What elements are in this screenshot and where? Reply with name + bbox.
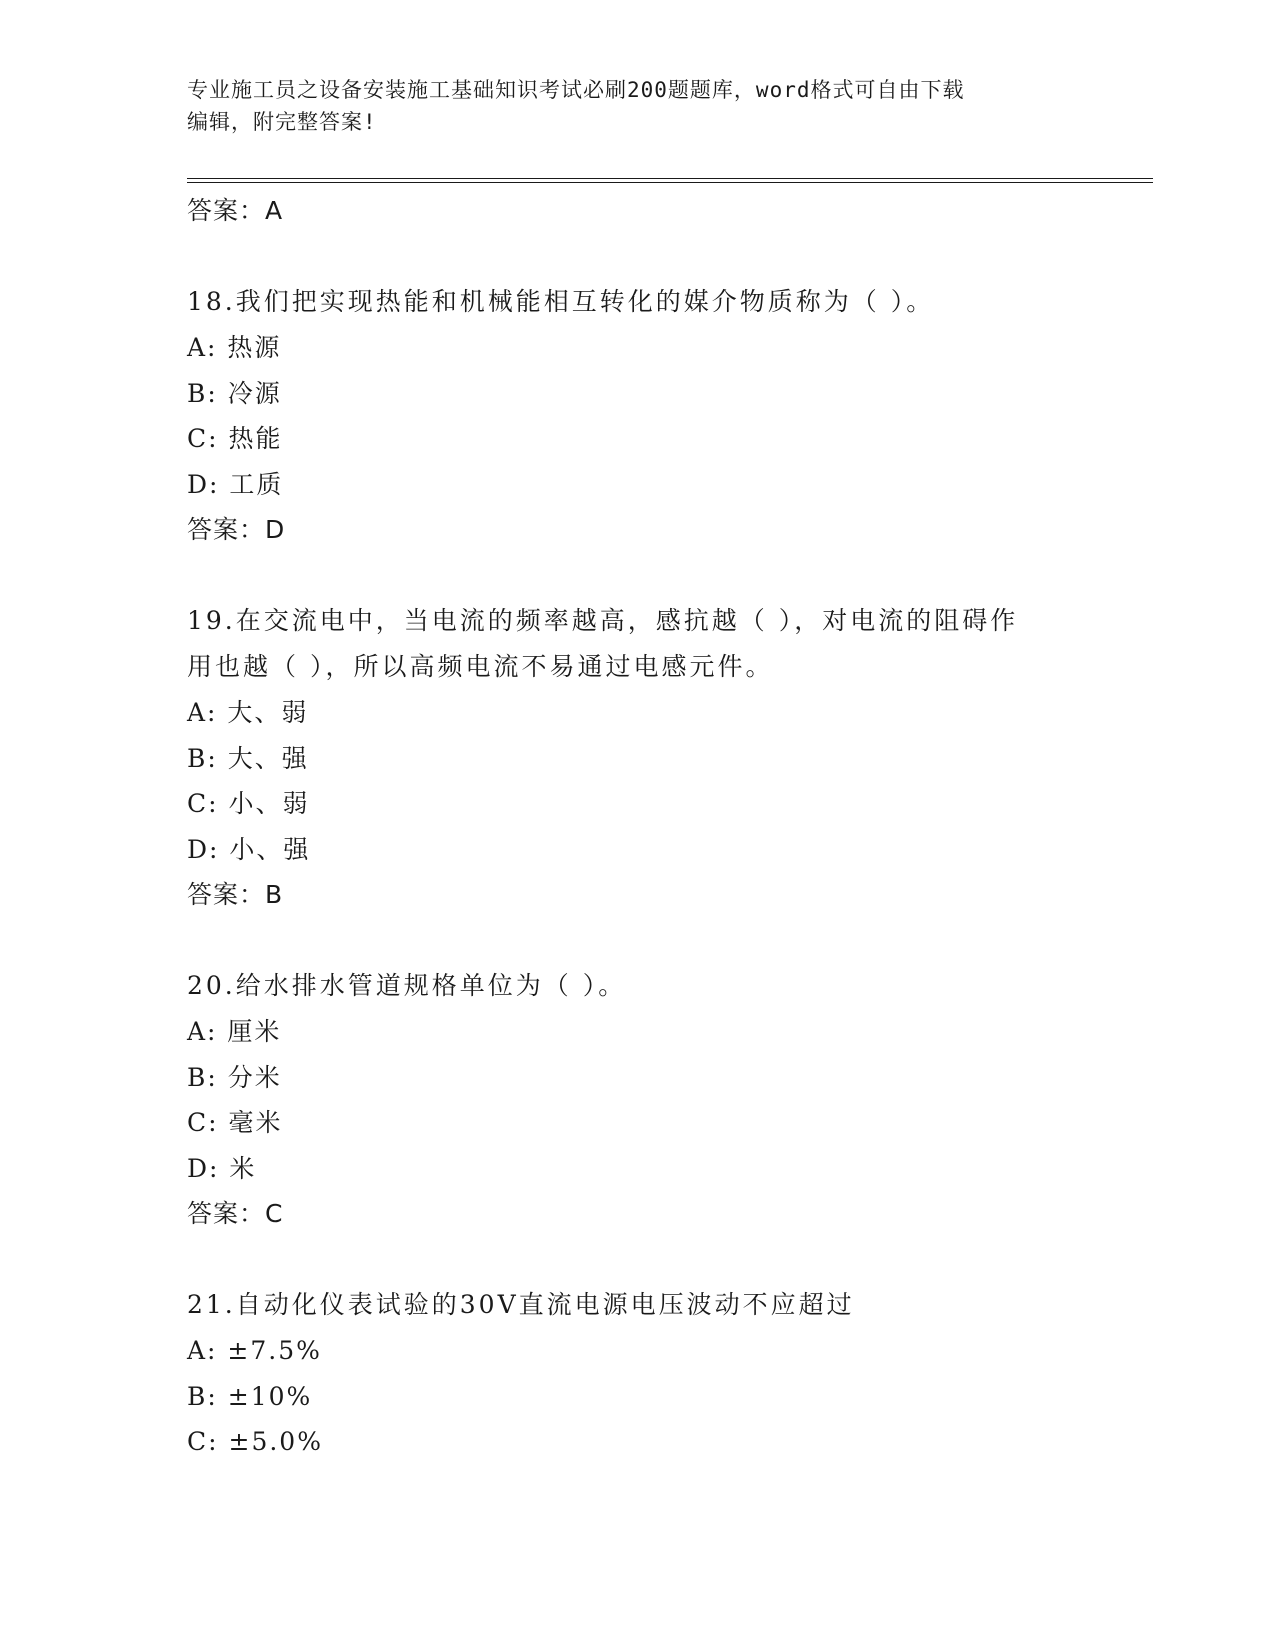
header-title-line2: 编辑，附完整答案! — [187, 110, 377, 134]
question-21-option-a: A: ±7.5% — [187, 1336, 322, 1365]
question-20-option-d: D: 米 — [187, 1153, 257, 1183]
question-19-option-b: B: 大、强 — [187, 743, 309, 773]
question-20-option-c: C: 毫米 — [187, 1108, 283, 1137]
question-20-option-b: B: 分米 — [187, 1062, 282, 1092]
question-19 — [187, 598, 1087, 918]
question-18-option-a: A: 热源 — [187, 333, 282, 362]
question-18-option-d: D: 工质 — [187, 469, 284, 499]
question-21 — [187, 1282, 1087, 1465]
question-18 — [187, 279, 1087, 553]
header-divider-bottom — [187, 182, 1153, 183]
question-19-option-a: A: 大、弱 — [187, 698, 309, 727]
question-list — [187, 188, 1087, 1465]
question-19-stem-line1: 19.在交流电中，当电流的频率越高，感抗越（ ），对电流的阻碍作 — [187, 606, 1019, 635]
question-20-option-a: A: 厘米 — [187, 1017, 282, 1046]
answer-17: 答案：A — [187, 196, 284, 225]
question-19-stem-line2: 用也越（ ），所以高频电流不易通过电感元件。 — [187, 652, 774, 681]
question-19-answer: 答案：B — [187, 880, 284, 909]
question-18-answer: 答案：D — [187, 515, 286, 544]
question-21-stem: 21.自动化仪表试验的30V直流电源电压波动不应超过 — [187, 1290, 855, 1319]
question-18-option-b: B: 冷源 — [187, 378, 282, 408]
question-19-option-c: C: 小、弱 — [187, 789, 310, 818]
header-title-line1: 专业施工员之设备安装施工基础知识考试必刷200题题库，word格式可自由下载 — [187, 78, 965, 102]
question-21-option-b: B: ±10% — [187, 1381, 313, 1411]
document-header — [187, 74, 1087, 138]
question-20-answer: 答案：C — [187, 1199, 284, 1228]
question-21-option-c: C: ±5.0% — [187, 1427, 323, 1456]
question-20 — [187, 963, 1087, 1237]
question-19-option-d: D: 小、强 — [187, 834, 311, 864]
header-divider-top — [187, 178, 1153, 179]
question-18-option-c: C: 热能 — [187, 424, 283, 453]
question-18-stem: 18.我们把实现热能和机械能相互转化的媒介物质称为（ ）。 — [187, 287, 935, 316]
question-20-stem: 20.给水排水管道规格单位为（ ）。 — [187, 971, 627, 1000]
